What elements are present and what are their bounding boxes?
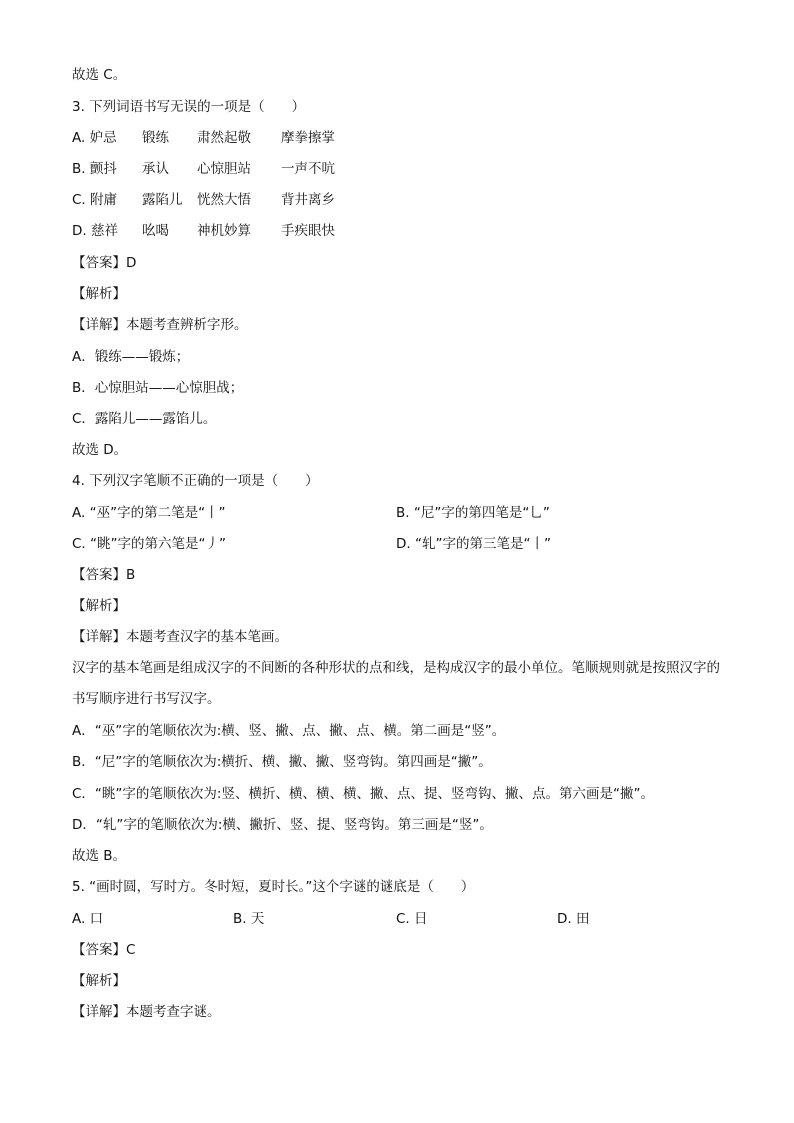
q4-detail: 【详解】本题考查汉字的基本笔画。 bbox=[72, 629, 288, 645]
q4-conclusion: 故选 B。 bbox=[72, 848, 127, 864]
q3-option-a-word3: 肃然起敬 bbox=[197, 130, 251, 146]
question-3-stem: 3. 下列词语书写无误的一项是（ ） bbox=[72, 99, 306, 115]
q3-option-d-word3: 神机妙算 bbox=[197, 223, 251, 239]
q4-option-d: D. “轧”字的第三笔是“丨” bbox=[396, 536, 551, 552]
q4-detail-b: B．“尼”字的笔顺依次为:横折、横、撇、撇、竖弯钩。第四画是“撇”。 bbox=[72, 754, 492, 770]
q3-option-d-label: D. 慈祥 bbox=[72, 223, 118, 239]
q3-option-a-word4: 摩拳擦掌 bbox=[281, 130, 335, 146]
q3-option-b-label: B. 颤抖 bbox=[72, 161, 117, 177]
q3-option-c-label: C. 附庸 bbox=[72, 192, 118, 208]
q4-explanation-paragraph: 汉字的基本笔画是组成汉字的不间断的各种形状的点和线，是构成汉字的最小单位。笔顺规则就是按照汉字的书写顺序进行书写汉字。 bbox=[72, 660, 720, 707]
q5-option-d: D. 田 bbox=[557, 911, 590, 927]
q4-answer: 【答案】B bbox=[72, 567, 136, 583]
q4-option-c: C. “眺”字的第六笔是“丿” bbox=[72, 536, 226, 552]
q3-option-b-word4: 一声不吭 bbox=[281, 161, 335, 177]
q4-analysis-heading: 【解析】 bbox=[72, 598, 126, 614]
q3-option-a-label: A. 妒忌 bbox=[72, 130, 117, 146]
q5-analysis-heading: 【解析】 bbox=[72, 973, 126, 989]
q5-option-b: B. 天 bbox=[233, 911, 265, 927]
q3-option-c-word2: 露陷儿 bbox=[142, 192, 183, 208]
q4-option-b: B. “尼”字的第四笔是“乚” bbox=[396, 505, 550, 521]
line-conclusion-c: 故选 C。 bbox=[72, 67, 127, 83]
q3-option-b-word3: 心惊胆站 bbox=[197, 161, 251, 177]
q3-conclusion: 故选 D。 bbox=[72, 442, 128, 458]
q4-detail-a: A．“巫”字的笔顺依次为:横、竖、撇、点、撇、点、横。第二画是“竖”。 bbox=[72, 723, 506, 739]
q3-option-d-word4: 手疾眼快 bbox=[281, 223, 335, 239]
q3-option-a-word2: 锻练 bbox=[142, 130, 169, 146]
q3-detail: 【详解】本题考查辨析字形。 bbox=[72, 317, 248, 333]
q3-detail-a: A．锻练——锻炼； bbox=[72, 349, 190, 365]
question-5-stem: 5. “画时圆，写时方。冬时短，夏时长。”这个字谜的谜底是（ ） bbox=[72, 879, 475, 895]
q5-answer: 【答案】C bbox=[72, 942, 136, 958]
q3-option-d-word2: 吆喝 bbox=[142, 223, 169, 239]
q5-option-c: C. 日 bbox=[396, 911, 428, 927]
q3-option-b-word2: 承认 bbox=[142, 161, 169, 177]
q4-option-a: A. “巫”字的第二笔是“丨” bbox=[72, 505, 226, 521]
q4-detail-d: D．“轧”字的笔顺依次为:横、撇折、竖、提、竖弯钩。第三画是“竖”。 bbox=[72, 817, 493, 833]
q3-answer: 【答案】D bbox=[72, 255, 137, 271]
question-4-stem: 4. 下列汉字笔顺不正确的一项是（ ） bbox=[72, 473, 319, 489]
q3-analysis-heading: 【解析】 bbox=[72, 286, 126, 302]
q5-detail: 【详解】本题考查字谜。 bbox=[72, 1004, 221, 1020]
q4-detail-c: C．“眺”字的笔顺依次为:竖、横折、横、横、横、撇、点、提、竖弯钩、撇、点。第六画是“撇”。 bbox=[72, 786, 654, 802]
q3-option-c-word4: 背井离乡 bbox=[281, 192, 335, 208]
q3-detail-b: B．心惊胆站——心惊胆战； bbox=[72, 380, 244, 396]
q5-option-a: A. 口 bbox=[72, 911, 104, 927]
q3-option-c-word3: 恍然大悟 bbox=[197, 192, 251, 208]
q3-detail-c: C．露陷儿——露馅儿。 bbox=[72, 411, 217, 427]
